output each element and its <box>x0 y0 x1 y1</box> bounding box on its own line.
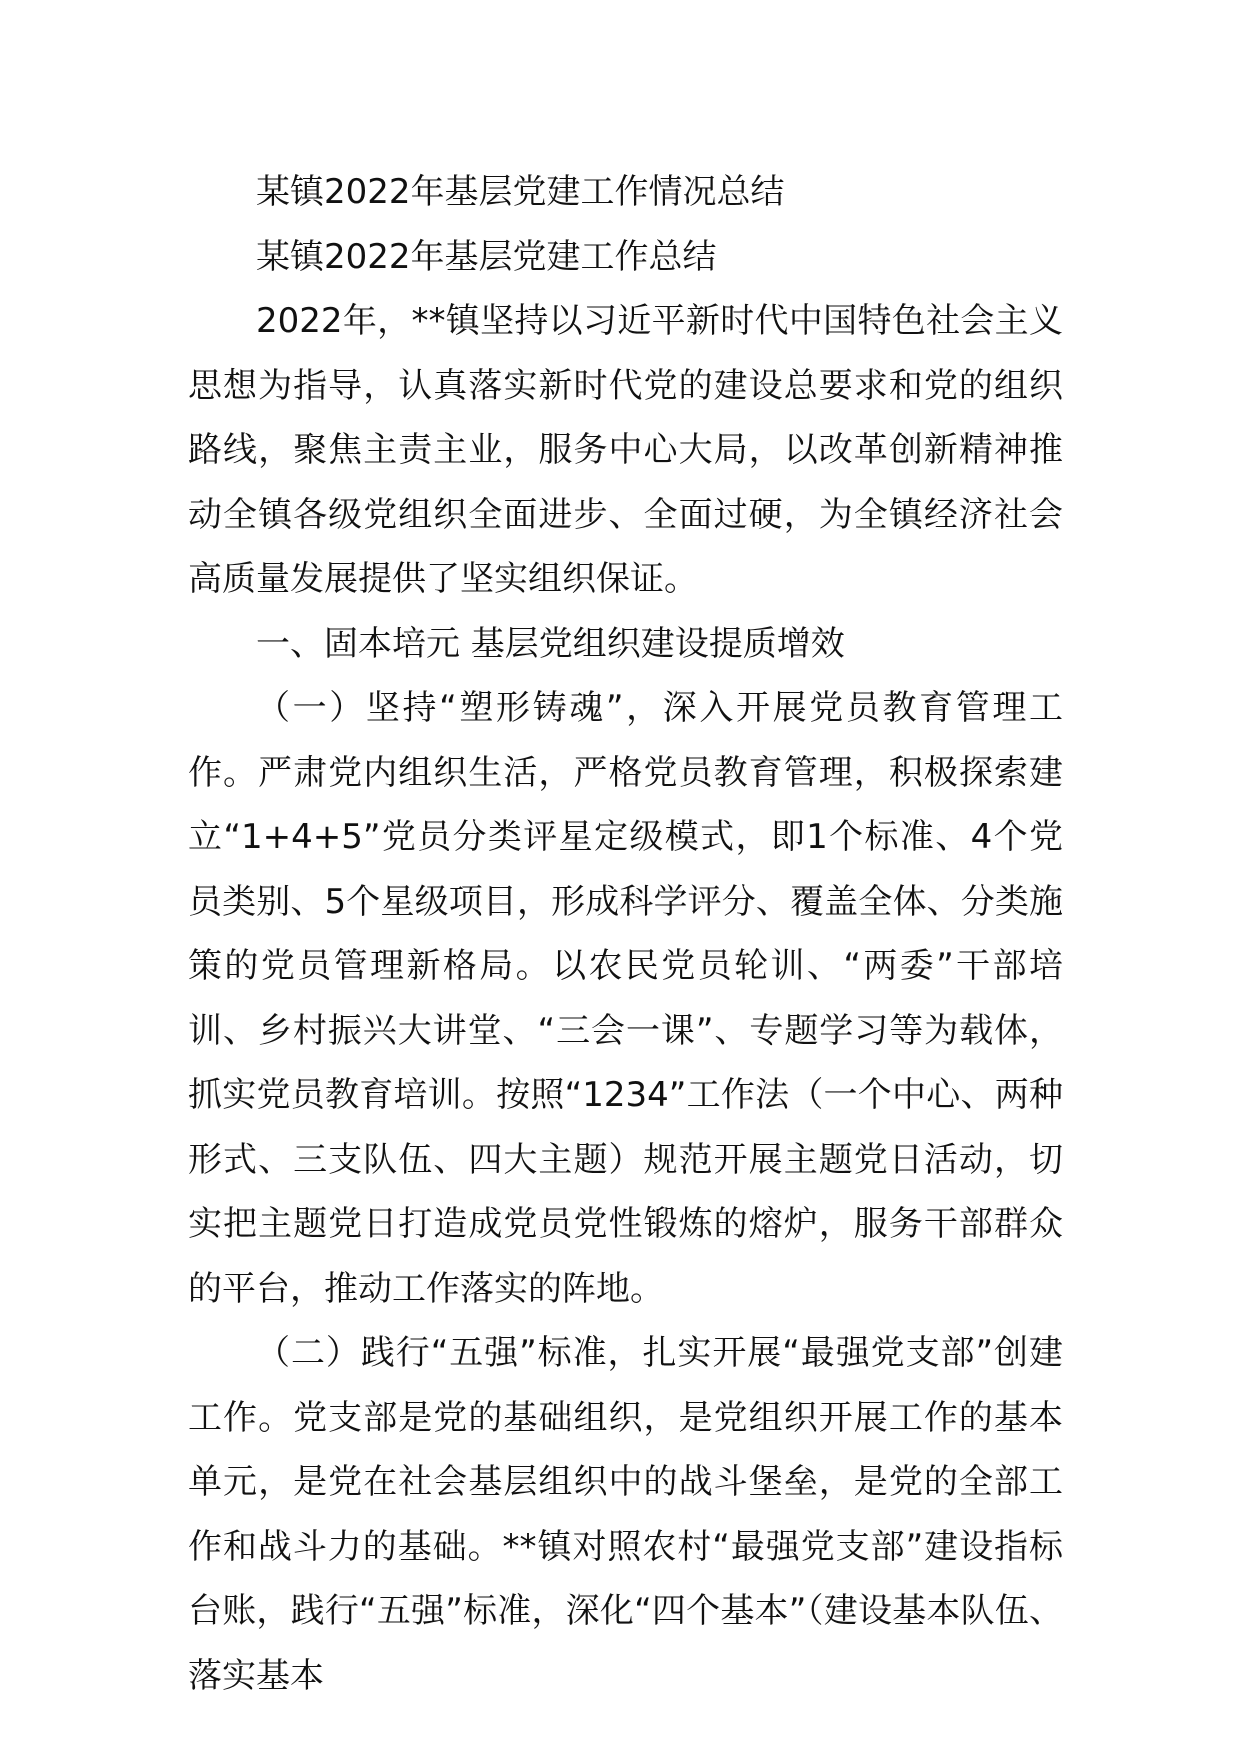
subsection-1-paragraph: （一）坚持“塑形铸魂”，深入开展党员教育管理工作。严肃党内组织生活，严格党员教育管理，积极探索建立“1+4+5”党员分类评星定级模式，即1个标准、4个党员类别、5个星级项目，形成科学评分、覆盖全体、分类施策的党员管理新格局。以农民党员轮训、“两委”干部培训、乡村振兴大讲堂、“三会一课”、专题学习等为载体，抓实党员教育培训。按照“1234”工作法（一个中心、两种形式、三支队伍、四大主题）规范开展主题党日活动，切实把主题党日打造成党员党性锻炼的熔炉，服务干部群众的平台，推动工作落实的阵地。 <box>188 688 1063 1309</box>
document-subtitle: 某镇2022年基层党建工作总结 <box>256 236 717 277</box>
document-body <box>188 160 1063 1708</box>
subsection-2-paragraph: （二）践行“五强”标准，扎实开展“最强党支部”创建工作。党支部是党的基础组织，是党组织开展工作的基本单元，是党在社会基层组织中的战斗堡垒，是党的全部工作和战斗力的基础。**镇对照农村“最强党支部”建设指标台账，践行“五强”标准，深化“四个基本”（建设基本队伍、落实基本 <box>188 1333 1063 1696</box>
document-title: 某镇2022年基层党建工作情况总结 <box>256 172 785 212</box>
section-1-heading: 一、固本培元 基层党组织建设提质增效 <box>256 623 845 664</box>
intro-paragraph: 2022年，**镇坚持以习近平新时代中国特色社会主义思想为指导，认真落实新时代党的建设总要求和党的组织路线，聚焦主责主业，服务中心大局，以改革创新精神推动全镇各级党组织全面进步、全面过硬，为全镇经济社会高质量发展提供了坚实组织保证。 <box>188 301 1063 599</box>
